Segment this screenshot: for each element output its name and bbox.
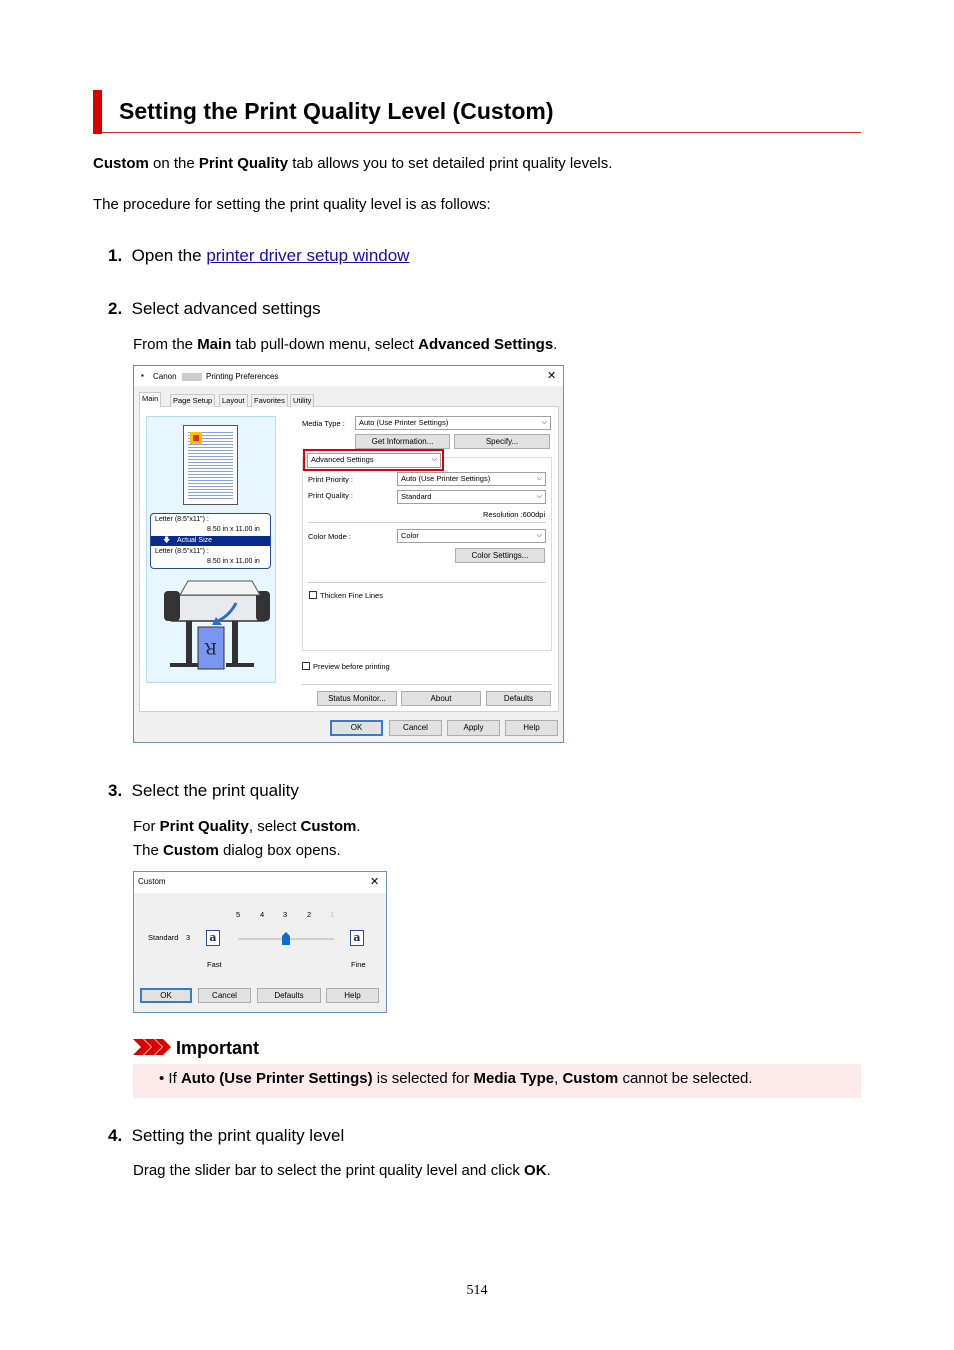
print-priority-label: Print Priority :: [308, 475, 354, 484]
paper-size-line-3: Actual Size: [177, 537, 213, 544]
step-text: Select advanced settings: [131, 299, 321, 318]
text: on the: [148, 155, 199, 172]
text: .: [546, 1162, 551, 1179]
step-number: 2.: [108, 299, 123, 318]
heading-rule: [102, 132, 861, 133]
printer-name-redacted: [182, 373, 202, 381]
defaults-button[interactable]: Defaults: [486, 691, 551, 706]
step-number: 4.: [108, 1126, 123, 1145]
heading-accent-bar: [93, 90, 102, 134]
print-priority-select[interactable]: [397, 472, 546, 486]
divider: [302, 684, 552, 685]
mode-value: Advanced Settings: [311, 455, 374, 464]
custom-dialog-title: Custom: [138, 877, 166, 886]
text: dialog box opens.: [218, 842, 341, 859]
tab-page-setup[interactable]: Page Setup: [170, 394, 215, 407]
specify-button[interactable]: Specify...: [454, 434, 550, 449]
bold-auto-use-printer-settings: Auto (Use Printer Settings): [180, 1070, 373, 1087]
bold-custom: Custom: [562, 1070, 619, 1087]
ok-button[interactable]: OK: [330, 720, 383, 736]
text: From the: [133, 336, 198, 353]
text: For: [133, 818, 160, 835]
chevron-down-icon: ⌵: [536, 532, 542, 539]
about-button[interactable]: About: [401, 691, 481, 706]
chevron-down-icon: ⌵: [536, 493, 542, 500]
step-4-description: [133, 1162, 551, 1179]
paper-size-line-1: Letter (8.5"x11") :: [155, 516, 209, 523]
highlight-box: [303, 449, 444, 471]
step-text: Select the print quality: [131, 781, 299, 800]
arrow-down-icon: 🡇: [163, 537, 171, 544]
divider: [308, 582, 546, 583]
dialog-title: Printing Preferences: [206, 372, 279, 381]
get-information-button[interactable]: Get Information...: [355, 434, 450, 449]
thicken-fine-lines-label: Thicken Fine Lines: [320, 591, 383, 600]
text: Drag the slider bar to select the print quality level and click: [133, 1162, 525, 1179]
step-number: 1.: [108, 246, 123, 265]
standard-value: 3: [186, 933, 191, 942]
fine-quality-icon: a: [350, 930, 364, 946]
text: ,: [554, 1070, 563, 1087]
standard-label: Standard: [148, 933, 179, 942]
important-title: Important: [176, 1038, 259, 1058]
text: tab pull-down menu, select: [231, 336, 419, 353]
media-type-label: Media Type :: [302, 419, 345, 428]
bullet: •: [159, 1070, 165, 1087]
defaults-button[interactable]: Defaults: [257, 988, 321, 1003]
help-button[interactable]: Help: [505, 720, 558, 736]
tick-label: 1: [330, 910, 335, 919]
tick-label: 2: [307, 910, 312, 919]
print-priority-value: Auto (Use Printer Settings): [401, 474, 491, 483]
step-3-description: [133, 818, 361, 835]
bold-custom: Custom: [300, 818, 357, 835]
step-2-description: [133, 336, 557, 353]
bold-ok: OK: [524, 1162, 547, 1179]
cancel-button[interactable]: Cancel: [198, 988, 251, 1003]
bold-custom: Custom: [163, 842, 219, 859]
text: is selected for: [372, 1070, 474, 1087]
text: , select: [248, 818, 301, 835]
paper-size-line-2: 8.50 in x 11.00 in: [207, 526, 260, 533]
preview-before-printing-label: Preview before printing: [313, 662, 390, 671]
color-mode-label: Color Mode :: [308, 532, 351, 541]
important-arrows-icon: [133, 1038, 173, 1056]
text: If: [164, 1070, 181, 1087]
print-quality-value: Standard: [401, 492, 432, 501]
color-settings-button[interactable]: Color Settings...: [455, 548, 545, 563]
ok-button[interactable]: OK: [140, 988, 192, 1003]
tab-layout[interactable]: Layout: [219, 394, 248, 407]
step-1: [108, 246, 409, 266]
help-button[interactable]: Help: [326, 988, 379, 1003]
close-icon[interactable]: ✕: [370, 876, 380, 888]
bold-print-quality: Print Quality: [159, 818, 249, 835]
status-monitor-button[interactable]: Status Monitor...: [317, 691, 397, 706]
divider: [308, 522, 546, 523]
color-mode-value: Color: [401, 531, 419, 540]
page-number: 514: [466, 1283, 488, 1298]
step-3-description-2: [133, 842, 341, 859]
print-quality-select[interactable]: [397, 490, 546, 504]
chevron-down-icon: ⌵: [541, 419, 547, 426]
paper-preview: [183, 425, 238, 505]
intro-paragraph-1: [93, 155, 612, 172]
bold-print-quality: Print Quality: [198, 155, 289, 172]
text: The: [133, 842, 164, 859]
tab-favorites[interactable]: Favorites: [251, 394, 288, 407]
preview-before-printing-checkbox[interactable]: [302, 662, 310, 670]
tab-utility[interactable]: Utility: [290, 394, 314, 407]
printer-illustration-icon: [160, 575, 272, 675]
paper-size-line-5: 8.50 in x 11.00 in: [207, 558, 260, 565]
cancel-button[interactable]: Cancel: [389, 720, 442, 736]
color-mode-select[interactable]: [397, 529, 546, 543]
printer-driver-setup-link[interactable]: printer driver setup window: [206, 246, 410, 265]
important-note: [159, 1070, 753, 1087]
paper-size-line-4: Letter (8.5"x11") :: [155, 548, 209, 555]
tick-label: 4: [260, 910, 265, 919]
text: .: [356, 818, 361, 835]
chevron-down-icon: ⌵: [536, 475, 542, 482]
tick-label: 3: [283, 910, 288, 919]
slider-thumb[interactable]: [282, 932, 290, 945]
fast-label: Fast: [207, 960, 222, 969]
text: .: [553, 336, 558, 353]
step-3: [108, 781, 299, 801]
print-quality-label: Print Quality :: [308, 491, 354, 500]
media-type-select[interactable]: [355, 416, 551, 430]
text: tab allows you to set detailed print quality levels.: [288, 155, 613, 172]
step-4: [108, 1126, 344, 1146]
page-title: Setting the Print Quality Level (Custom): [119, 98, 554, 124]
bold-advanced-settings: Advanced Settings: [418, 336, 554, 353]
step-number: 3.: [108, 781, 123, 800]
tick-label: 5: [236, 910, 241, 919]
apply-button[interactable]: Apply: [447, 720, 500, 736]
bold-custom: Custom: [93, 155, 149, 172]
intro-paragraph-2: The procedure for setting the print quality level is as follows:: [93, 196, 491, 213]
printer-icon: ▪: [141, 371, 144, 380]
text: cannot be selected.: [618, 1070, 753, 1087]
thicken-fine-lines-checkbox[interactable]: [309, 591, 317, 599]
step-text: Open the: [131, 246, 207, 265]
fine-label: Fine: [351, 960, 366, 969]
bold-main: Main: [197, 336, 232, 353]
color-image-icon: [190, 432, 202, 444]
bold-media-type: Media Type: [473, 1070, 555, 1087]
media-type-value: Auto (Use Printer Settings): [359, 418, 449, 427]
close-icon[interactable]: ✕: [547, 370, 557, 382]
dialog-title-brand: Canon: [153, 372, 177, 381]
resolution-text: Resolution :600dpi: [483, 510, 546, 519]
step-text: Setting the print quality level: [131, 1126, 345, 1145]
fast-quality-icon: a: [206, 930, 220, 946]
tab-main[interactable]: Main: [139, 392, 161, 407]
chevron-down-icon: ⌵: [431, 456, 437, 463]
step-2: [108, 299, 321, 319]
svg-text:R: R: [204, 639, 217, 658]
